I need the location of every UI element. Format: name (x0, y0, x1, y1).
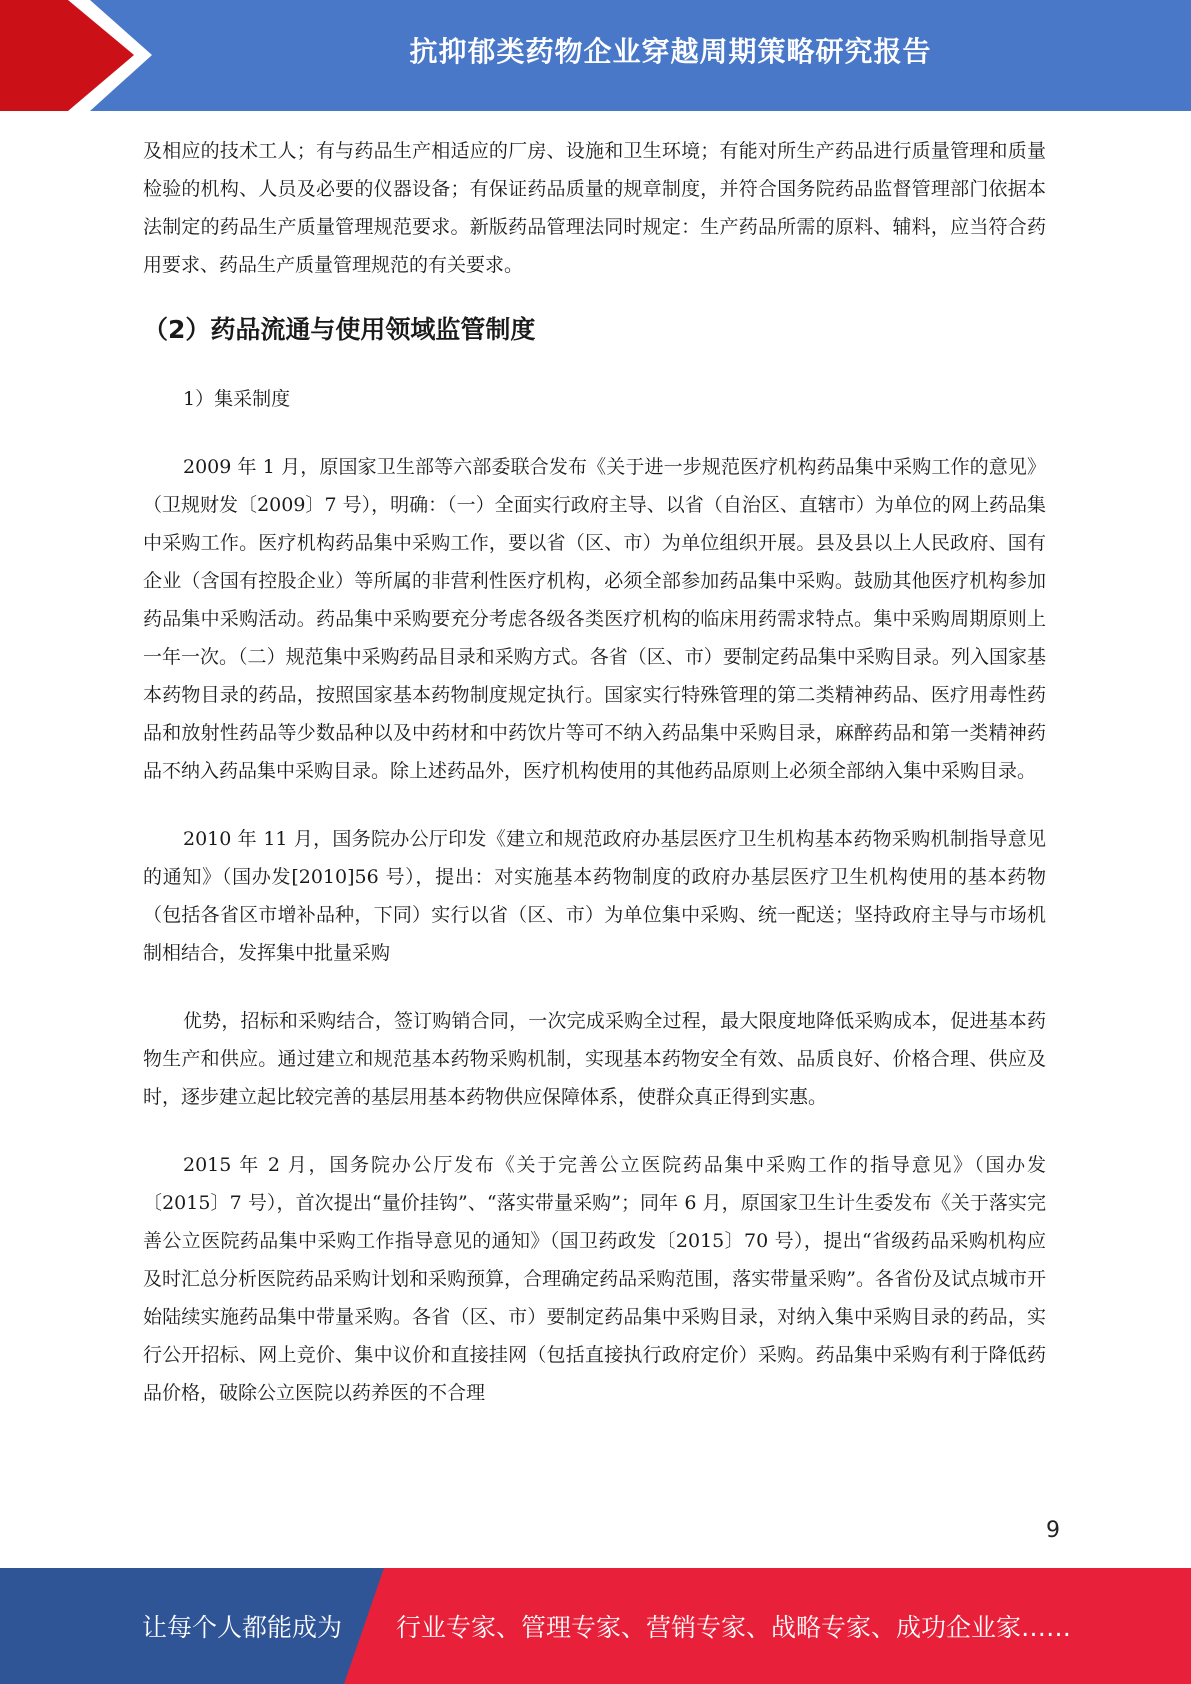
page-header (0, 0, 1191, 111)
page-content (143, 132, 1046, 1412)
paragraph-2010: 2010 年 11 月，国务院办公厅印发《建立和规范政府办基层医疗卫生机构基本药物采购机制指导意见的通知》（国办发[2010]56 号），提出：对实施基本药物制度的政府办基层医疗卫生机构使用的基本药物（包括各省区市增补品种，下同）实行以省（区、市）为单位集中采购、统一配送；坚持政府主导与市场机制相结合，发挥集中批量采购 (143, 828, 1046, 964)
header-title: 抗抑郁类药物企业穿越周期策略研究报告 (409, 35, 932, 68)
paragraph-2009: 2009 年 1 月，原国家卫生部等六部委联合发布《关于进一步规范医疗机构药品集中采购工作的意见》（卫规财发〔2009〕7 号），明确：（一）全面实行政府主导、以省（自治区、直辖市）为单位的网上药品集中采购工作。医疗机构药品集中采购工作，要以省（区、市）为单位组织开展。县及县以上人民政府、国有企业（含国有控股企业）等所属的非营利性医疗机构，必须全部参加药品集中采购。鼓励其他医疗机构参加药品集中采购活动。药品集中采购要充分考虑各级各类医疗机构的临床用药需求特点。集中采购周期原则上一年一次。（二）规范集中采购药品目录和采购方式。各省（区、市）要制定药品集中采购目录。列入国家基本药物目录的药品，按照国家基本药物制度规定执行。国家实行特殊管理的第二类精神药品、医疗用毒性药品和放射性药品等少数品种以及中药材和中药饮片等可不纳入药品集中采购目录，麻醉药品和第一类精神药品不纳入药品集中采购目录。除上述药品外，医疗机构使用的其他药品原则上必须全部纳入集中采购目录。 (143, 456, 1046, 782)
footer-slogan-left: 让每个人都能成为 (142, 1613, 343, 1642)
paragraph-advantages: 优势，招标和采购结合，签订购销合同，一次完成采购全过程，最大限度地降低采购成本，促进基本药物生产和供应。通过建立和规范基本药物采购机制，实现基本药物安全有效、品质良好、价格合理、供应及时，逐步建立起比较完善的基层用基本药物供应保障体系，使群众真正得到实惠。 (143, 1010, 1046, 1108)
footer-slogan-right: 行业专家、管理专家、营销专家、战略专家、成功企业家…… (396, 1613, 1072, 1642)
section-heading: （2）药品流通与使用领域监管制度 (143, 315, 536, 344)
subsection-heading: 1）集采制度 (183, 388, 291, 410)
paragraph-2015: 2015 年 2 月，国务院办公厅发布《关于完善公立医院药品集中采购工作的指导意见》（国办发〔2015〕7 号），首次提出“量价挂钩”、“落实带量采购”；同年 6 月，原国家卫生计生委发布《关于落实完善公立医院药品集中采购工作指导意见的通知》（国卫药政发〔2015〕70 号），提出“省级药品采购机构应及时汇总分析医院药品采购计划和采购预算，合理确定药品采购范围，落实带量采购”。各省份及试点城市开始陆续实施药品集中带量采购。各省（区、市）要制定药品集中采购目录，对纳入集中采购目录的药品，实行公开招标、网上竞价、集中议价和直接挂网（包括直接执行政府定价）采购。药品集中采购有利于降低药品价格，破除公立医院以药养医的不合理 (143, 1154, 1046, 1404)
paragraph-intro: 及相应的技术工人；有与药品生产相适应的厂房、设施和卫生环境；有能对所生产药品进行质量管理和质量检验的机构、人员及必要的仪器设备；有保证药品质量的规章制度，并符合国务院药品监督管理部门依据本法制定的药品生产质量管理规范要求。新版药品管理法同时规定：生产药品所需的原料、辅料，应当符合药用要求、药品生产质量管理规范的有关要求。 (143, 140, 1046, 276)
page-footer (0, 1568, 1191, 1684)
page-number: 9 (1046, 1518, 1060, 1543)
